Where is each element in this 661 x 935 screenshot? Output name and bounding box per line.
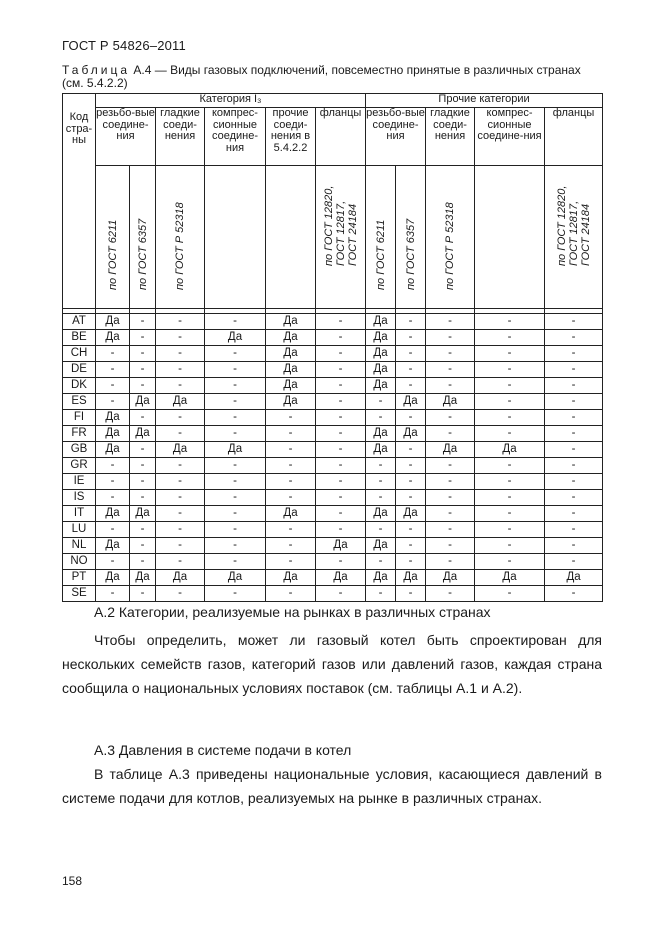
table-cell: - — [96, 378, 130, 394]
table-cell: - — [130, 490, 156, 506]
country-code-cell: AT — [63, 314, 96, 330]
caption-text: — Виды газовых подключений, повсеместно принятые в различных странах (см. 5.4.2.2) — [62, 63, 581, 90]
table-cell: - — [316, 394, 366, 410]
table-cell: - — [96, 346, 130, 362]
table-cell: - — [316, 314, 366, 330]
table-row — [63, 506, 603, 522]
subheader-smooth-1: гладкие соеди-нения — [156, 108, 205, 166]
table-cell: Да — [266, 378, 316, 394]
table-cell: - — [205, 506, 266, 522]
table-cell: - — [316, 426, 366, 442]
table-cell: - — [475, 314, 545, 330]
table-cell: - — [366, 474, 396, 490]
table-cell: - — [316, 346, 366, 362]
table-cell: - — [426, 506, 475, 522]
table-cell: - — [475, 426, 545, 442]
table-cell: - — [396, 362, 426, 378]
country-code-cell: IE — [63, 474, 96, 490]
table-cell: Да — [266, 314, 316, 330]
table-cell: - — [130, 378, 156, 394]
table-cell: - — [366, 490, 396, 506]
table-cell: Да — [266, 330, 316, 346]
standard-cell — [205, 166, 266, 309]
table-cell: - — [96, 586, 130, 602]
table-cell: - — [156, 330, 205, 346]
table-cell: - — [545, 458, 603, 474]
caption-label: Таблица — [62, 63, 131, 77]
table-cell: - — [130, 554, 156, 570]
table-cell: - — [130, 330, 156, 346]
table-cell: Да — [96, 330, 130, 346]
table-cell: - — [130, 458, 156, 474]
country-code-cell: IT — [63, 506, 96, 522]
table-cell: - — [396, 410, 426, 426]
table-cell: - — [130, 314, 156, 330]
standard-cell — [96, 166, 130, 309]
table-cell: - — [205, 346, 266, 362]
country-code-cell: IS — [63, 490, 96, 506]
table-cell: - — [96, 490, 130, 506]
table-cell: - — [316, 442, 366, 458]
table-cell: - — [205, 554, 266, 570]
table-cell: - — [205, 410, 266, 426]
country-code-cell: GR — [63, 458, 96, 474]
table-cell: - — [130, 522, 156, 538]
country-code-cell: PT — [63, 570, 96, 586]
table-cell: Да — [426, 394, 475, 410]
country-code-cell: CH — [63, 346, 96, 362]
table-cell: - — [545, 394, 603, 410]
table-cell: - — [130, 538, 156, 554]
table-row — [63, 362, 603, 378]
table-cell: - — [130, 362, 156, 378]
table-cell: - — [426, 330, 475, 346]
table-row — [63, 554, 603, 570]
table-cell: - — [426, 410, 475, 426]
table-cell: Да — [96, 570, 130, 586]
table-cell: Да — [366, 378, 396, 394]
table-cell: - — [545, 410, 603, 426]
table-cell: - — [426, 314, 475, 330]
table-cell: - — [266, 490, 316, 506]
table-cell: Да — [130, 394, 156, 410]
table-cell: - — [156, 474, 205, 490]
standard-label: по ГОСТ 12820, ГОСТ 12817, ГОСТ 24184 — [555, 185, 592, 266]
table-cell: - — [266, 410, 316, 426]
table-cell: - — [156, 410, 205, 426]
table-cell: - — [396, 346, 426, 362]
table-cell: - — [426, 378, 475, 394]
table-cell: Да — [266, 570, 316, 586]
country-code-cell: FR — [63, 426, 96, 442]
table-cell: - — [205, 394, 266, 410]
subheader-threaded-2: резьбо-вые соедине-ния — [366, 108, 426, 166]
table-cell: - — [130, 442, 156, 458]
table-cell: - — [96, 474, 130, 490]
table-cell: Да — [396, 426, 426, 442]
table-cell: - — [316, 586, 366, 602]
table-cell: - — [475, 394, 545, 410]
table-cell: - — [366, 410, 396, 426]
table-cell: Да — [366, 346, 396, 362]
country-code-header: Код стра-ны — [63, 94, 96, 309]
section-a2 — [62, 600, 602, 700]
table-cell: - — [545, 330, 603, 346]
table-cell: - — [426, 458, 475, 474]
table-row — [63, 474, 603, 490]
table-cell: - — [316, 522, 366, 538]
table-cell: Да — [316, 538, 366, 554]
table-cell: - — [366, 394, 396, 410]
table-cell: - — [316, 506, 366, 522]
country-code-cell: ES — [63, 394, 96, 410]
table-cell: - — [156, 506, 205, 522]
table-cell: - — [156, 490, 205, 506]
table-cell: - — [545, 346, 603, 362]
section-a2-text: Чтобы определить, может ли газовый котел быть спроектирован для нескольких семейств газов, категорий газов или давлений газов, каждая страна сообщила о национальных условиях поставок (см. таблицы А.1 и А.2). — [62, 632, 602, 696]
table-row — [63, 442, 603, 458]
table-cell: - — [266, 474, 316, 490]
category-i3-header: Категория I₃ — [96, 94, 366, 108]
table-cell: - — [545, 362, 603, 378]
table-row — [63, 314, 603, 330]
table-cell: Да — [130, 506, 156, 522]
standard-label: по ГОСТ 6357 — [404, 218, 417, 290]
table-cell: - — [156, 378, 205, 394]
table-cell: - — [366, 522, 396, 538]
standard-label: по ГОСТ 6211 — [106, 219, 119, 290]
table-cell: - — [96, 554, 130, 570]
table-cell: - — [545, 442, 603, 458]
standard-label: по ГОСТ 12820, ГОСТ 12817, ГОСТ 24184 — [322, 185, 359, 266]
table-cell: Да — [96, 506, 130, 522]
table-cell: - — [156, 458, 205, 474]
standard-cell — [366, 166, 396, 309]
table-cell: - — [545, 586, 603, 602]
table-cell: Да — [545, 570, 603, 586]
table-cell: Да — [366, 506, 396, 522]
table-cell: Да — [396, 506, 426, 522]
section-a3-text: В таблице А.3 приведены национальные условия, касающиеся давлений в системе подачи для котлов, реализуемых на рынке в различных странах. — [62, 766, 602, 806]
table-cell: - — [205, 362, 266, 378]
table-cell: - — [426, 362, 475, 378]
table-cell: Да — [96, 410, 130, 426]
table-cell: - — [475, 490, 545, 506]
country-code-cell: DE — [63, 362, 96, 378]
standard-label: по ГОСТ Р 52318 — [444, 202, 457, 290]
table-cell: - — [96, 362, 130, 378]
table-cell: Да — [266, 346, 316, 362]
standard-cell — [316, 166, 366, 309]
country-code-cell: GB — [63, 442, 96, 458]
subheader-other-1: прочие соеди-нения в 5.4.2.2 — [266, 108, 316, 166]
table-cell: Да — [205, 442, 266, 458]
section-a2-title: А.2 Категории, реализуемые на рынках в различных странах — [94, 604, 491, 620]
table-cell: - — [475, 378, 545, 394]
table-cell: - — [266, 442, 316, 458]
table-cell: - — [130, 410, 156, 426]
table-cell: - — [366, 586, 396, 602]
page-number: 158 — [62, 874, 83, 888]
subheader-threaded-1: резьбо-вые соедине-ния — [96, 108, 156, 166]
table-cell: - — [475, 538, 545, 554]
table-cell: - — [475, 330, 545, 346]
standard-label: по ГОСТ 6211 — [374, 219, 387, 290]
table-cell: - — [426, 586, 475, 602]
table-cell: - — [396, 378, 426, 394]
standard-cell — [475, 166, 545, 309]
table-cell: - — [156, 554, 205, 570]
table-cell: - — [130, 586, 156, 602]
table-cell: - — [396, 586, 426, 602]
table-cell: - — [205, 490, 266, 506]
standard-cell — [266, 166, 316, 309]
table-cell: - — [205, 426, 266, 442]
table-cell: Да — [96, 314, 130, 330]
table-cell: Да — [366, 362, 396, 378]
table-cell: Да — [156, 442, 205, 458]
table-cell: - — [545, 490, 603, 506]
table-cell: - — [475, 346, 545, 362]
table-cell: Да — [366, 330, 396, 346]
table-row — [63, 490, 603, 506]
table-cell: Да — [426, 570, 475, 586]
standard-cell — [426, 166, 475, 309]
table-cell: - — [156, 538, 205, 554]
table-cell: - — [426, 554, 475, 570]
table-cell: Да — [266, 394, 316, 410]
country-code-cell: NO — [63, 554, 96, 570]
other-categories-header: Прочие категории — [366, 94, 603, 108]
gas-connections-table — [62, 93, 603, 602]
table-cell: - — [366, 554, 396, 570]
table-cell: - — [156, 362, 205, 378]
table-cell: Да — [396, 394, 426, 410]
table-cell: - — [96, 522, 130, 538]
table-cell: - — [316, 474, 366, 490]
table-cell: - — [205, 538, 266, 554]
table-cell: - — [475, 554, 545, 570]
table-cell: - — [545, 378, 603, 394]
table-cell: - — [156, 346, 205, 362]
table-cell: - — [426, 346, 475, 362]
table-cell: - — [396, 314, 426, 330]
table-cell: - — [96, 394, 130, 410]
table-cell: - — [426, 538, 475, 554]
table-cell: Да — [366, 442, 396, 458]
country-code-cell: LU — [63, 522, 96, 538]
table-cell: - — [545, 314, 603, 330]
standard-cell — [396, 166, 426, 309]
standard-cell — [130, 166, 156, 309]
table-cell: - — [426, 490, 475, 506]
table-cell: - — [205, 458, 266, 474]
table-cell: - — [316, 458, 366, 474]
table-cell: - — [475, 362, 545, 378]
table-row — [63, 378, 603, 394]
table-cell: Да — [130, 426, 156, 442]
country-code-cell: FI — [63, 410, 96, 426]
table-cell: - — [205, 522, 266, 538]
table-cell: - — [316, 410, 366, 426]
table-cell: - — [266, 586, 316, 602]
standard-label: по ГОСТ 6357 — [136, 218, 149, 290]
standard-cell — [545, 166, 603, 309]
table-cell: - — [205, 474, 266, 490]
table-row — [63, 410, 603, 426]
table-cell: Да — [156, 394, 205, 410]
table-row — [63, 570, 603, 586]
table-row — [63, 330, 603, 346]
table-cell: Да — [366, 538, 396, 554]
table-cell: - — [475, 410, 545, 426]
standard-label: по ГОСТ Р 52318 — [174, 202, 186, 290]
table-cell: Да — [96, 442, 130, 458]
table-cell: - — [475, 458, 545, 474]
country-code-cell: BE — [63, 330, 96, 346]
table-cell: Да — [366, 570, 396, 586]
table-cell: - — [396, 522, 426, 538]
table-cell: Да — [396, 570, 426, 586]
table-cell: - — [316, 362, 366, 378]
subheader-compression-2: компрес-сионные соедине-ния — [475, 108, 545, 166]
table-cell: Да — [366, 426, 396, 442]
table-cell: - — [545, 554, 603, 570]
table-cell: - — [545, 474, 603, 490]
table-cell: - — [475, 586, 545, 602]
table-cell: Да — [156, 570, 205, 586]
table-cell: - — [545, 522, 603, 538]
table-row — [63, 426, 603, 442]
table-cell: - — [316, 554, 366, 570]
table-cell: - — [205, 314, 266, 330]
table-cell: - — [205, 586, 266, 602]
section-a3 — [62, 738, 602, 810]
subheader-smooth-2: гладкие соеди-нения — [426, 108, 475, 166]
table-cell: - — [266, 522, 316, 538]
table-cell: Да — [475, 442, 545, 458]
table-cell: - — [156, 314, 205, 330]
table-cell: Да — [96, 538, 130, 554]
table-cell: - — [396, 442, 426, 458]
table-cell: - — [156, 426, 205, 442]
table-cell: - — [396, 474, 426, 490]
table-cell: - — [396, 458, 426, 474]
table-cell: Да — [266, 362, 316, 378]
table-cell: Да — [366, 314, 396, 330]
subheader-flanges-1: фланцы — [316, 108, 366, 166]
table-cell: - — [545, 538, 603, 554]
table-cell: Да — [205, 330, 266, 346]
table-cell: - — [396, 554, 426, 570]
table-cell: - — [396, 490, 426, 506]
table-cell: - — [545, 426, 603, 442]
subheader-compression-1: компрес-сионные соедине-ния — [205, 108, 266, 166]
table-cell: - — [426, 426, 475, 442]
table-cell: - — [266, 458, 316, 474]
table-cell: Да — [266, 506, 316, 522]
table-cell: - — [266, 426, 316, 442]
table-cell: - — [475, 506, 545, 522]
table-cell: - — [396, 538, 426, 554]
table-row — [63, 394, 603, 410]
table-cell: Да — [96, 426, 130, 442]
table-cell: Да — [475, 570, 545, 586]
country-code-cell: SE — [63, 586, 96, 602]
table-cell: - — [130, 474, 156, 490]
table-cell: - — [96, 458, 130, 474]
table-cell: - — [156, 586, 205, 602]
table-cell: - — [316, 490, 366, 506]
table-cell: - — [156, 522, 205, 538]
table-cell: - — [396, 330, 426, 346]
table-cell: - — [426, 474, 475, 490]
section-a3-title: А.3 Давления в системе подачи в котел — [94, 742, 352, 758]
table-cell: - — [426, 522, 475, 538]
table-cell: - — [266, 538, 316, 554]
table-cell: - — [316, 330, 366, 346]
table-cell: - — [366, 458, 396, 474]
country-code-cell: NL — [63, 538, 96, 554]
table-cell: - — [475, 522, 545, 538]
table-cell: - — [130, 346, 156, 362]
subheader-flanges-2: фланцы — [545, 108, 603, 166]
table-cell: Да — [205, 570, 266, 586]
standard-cell — [156, 166, 205, 309]
table-cell: Да — [316, 570, 366, 586]
table-cell: Да — [130, 570, 156, 586]
caption-number: А.4 — [133, 63, 152, 77]
table-row — [63, 522, 603, 538]
table-row — [63, 458, 603, 474]
table-caption — [62, 64, 602, 90]
table-cell: - — [545, 506, 603, 522]
country-code-cell: DK — [63, 378, 96, 394]
table-cell: Да — [426, 442, 475, 458]
table-row — [63, 346, 603, 362]
table-cell: - — [475, 474, 545, 490]
document-header: ГОСТ Р 54826–2011 — [62, 38, 186, 53]
table-row — [63, 538, 603, 554]
table-cell: - — [205, 378, 266, 394]
table-cell: - — [266, 554, 316, 570]
table-cell: - — [316, 378, 366, 394]
